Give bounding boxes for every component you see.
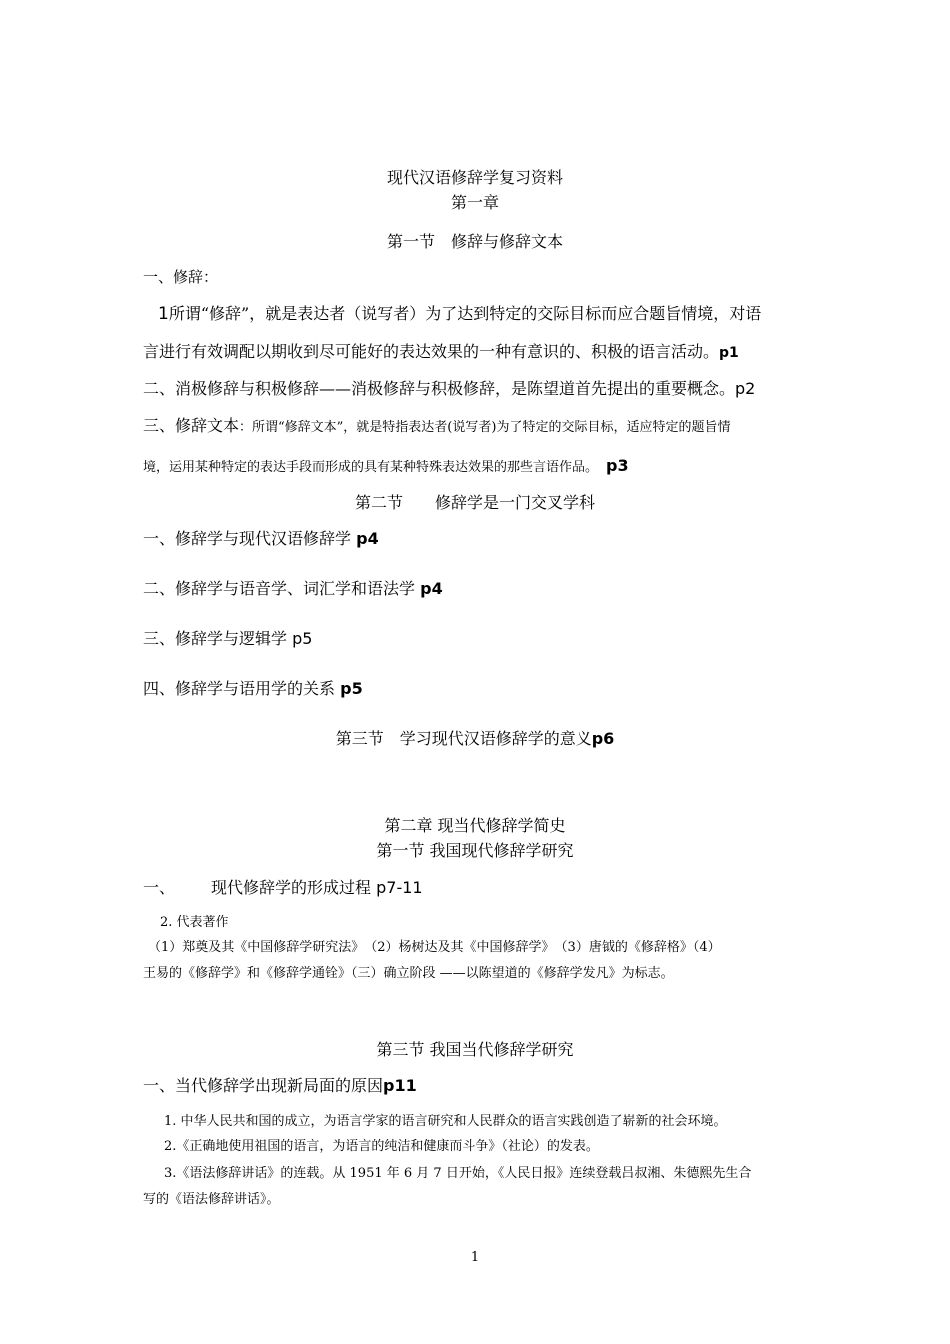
rhetoric-text-line-2: [143, 456, 629, 476]
s2-item-3: [143, 629, 312, 648]
rhetoric-definition-line-2: [143, 342, 739, 362]
item-text: 四、修辞学与语用学的关系: [143, 679, 336, 698]
item-head: 三、修辞文本: [143, 416, 240, 435]
section-1-3-heading: [0, 729, 950, 748]
reason-3-line-1: 3.《语法修辞讲话》的连载。从 1951 年 6 月 7 日开始，《人民日报》连续登载吕叔湘、朱德熙先生合: [164, 1166, 752, 1181]
page-ref: p11: [383, 1076, 417, 1095]
item-number: 1: [158, 304, 169, 324]
item-text: 二、消极修辞与积极修辞——消极修辞与积极修辞，是陈望道首先提出的重要概念。: [143, 379, 736, 398]
representative-works-label: 2. 代表著作: [160, 915, 229, 930]
page-ref: p5: [340, 679, 363, 698]
reason-2: 2.《正确地使用祖国的语言，为语言的纯洁和健康而斗争》（社论）的发表。: [164, 1139, 599, 1154]
page-ref: p5: [292, 629, 313, 648]
s21-item-1: [143, 878, 423, 897]
page-ref: p3: [606, 456, 629, 475]
item-text: 境，运用某种特定的表达手段而形成的具有某种特殊表达效果的那些言语作品。: [143, 460, 599, 475]
chapter-2-heading: 第二章 现当代修辞学简史: [384, 816, 566, 835]
s2-item-2: [143, 579, 443, 598]
reason-3-line-2: 写的《语法修辞讲话》。: [143, 1192, 280, 1207]
heading-text: 第三节 学习现代汉语修辞学的意义: [335, 729, 592, 748]
rhetoric-definition-line-1: [158, 304, 761, 324]
s2-item-4: [143, 679, 363, 698]
section-1-2-heading: 第二节 修辞学是一门交叉学科: [354, 493, 595, 512]
page-ref: p2: [735, 379, 756, 398]
page-number: 1: [470, 1250, 480, 1265]
rhetoric-text-line-1: [143, 416, 730, 436]
section-2-3-heading: 第三节 我国当代修辞学研究: [376, 1040, 574, 1059]
s2-item-1: [143, 529, 379, 548]
negative-positive-rhetoric: [143, 379, 755, 398]
page-ref: p1: [719, 345, 739, 361]
item-text: 一、当代修辞学出现新局面的原因: [143, 1076, 384, 1095]
item-number: 一、: [143, 878, 176, 897]
section-1-1-heading: 第一节 修辞与修辞文本: [386, 232, 563, 251]
definition-text: 言进行有效调配以期收到尽可能好的表达效果的一种有意识的、积极的语言活动。: [143, 342, 720, 361]
s23-item-1: [143, 1076, 417, 1095]
page-ref: p7-11: [376, 878, 423, 897]
definition-text: 所谓“修辞”，就是表达者（说写者）为了达到特定的交际目标而应合题旨情境，对语: [168, 304, 762, 323]
reason-1: 1. 中华人民共和国的成立，为语言学家的语言研究和人民群众的语言实践创造了崭新的社会环境。: [164, 1114, 727, 1129]
representative-works-line-2: 王易的《修辞学》和《修辞学通铨》（三）确立阶段 ——以陈望道的《修辞学发凡》为标志。: [143, 966, 674, 981]
item-text: 现代修辞学的形成过程: [211, 878, 372, 897]
page-ref: p6: [591, 729, 615, 748]
representative-works-line-1: （1）郑奠及其《中国修辞学研究法》 （2）杨树达及其《中国修辞学》 （3）唐钺的《修辞格》（4）: [148, 940, 721, 955]
item-text: 二、修辞学与语音学、词汇学和语法学: [143, 579, 416, 598]
item-text: 一、修辞学与现代汉语修辞学: [143, 529, 352, 548]
page-ref: p4: [420, 579, 443, 598]
page-ref: p4: [356, 529, 379, 548]
item-rhetoric-label: 一、修辞：: [143, 268, 219, 286]
document-title: 现代汉语修辞学复习资料: [386, 168, 563, 187]
section-2-1-heading: 第一节 我国现代修辞学研究: [376, 841, 574, 860]
chapter-1-heading: 第一章: [450, 193, 499, 212]
item-text: ：所谓“修辞文本”，就是特指表达者(说写者)为了特定的交际目标，适应特定的题旨情: [239, 420, 731, 435]
item-text: 三、修辞学与逻辑学: [143, 629, 288, 648]
